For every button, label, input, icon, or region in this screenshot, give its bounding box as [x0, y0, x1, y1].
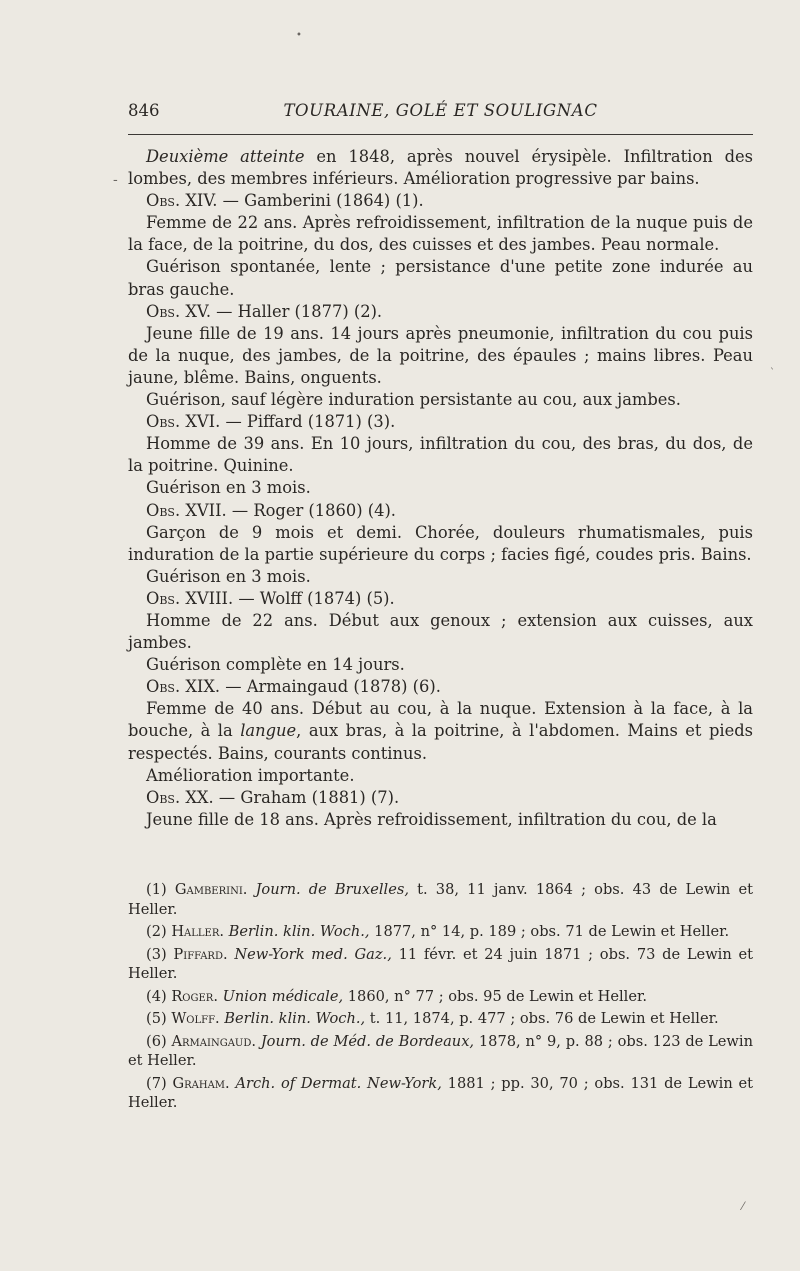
footnote: (6) Armaingaud. Journ. de Méd. de Bordeaux, 1878, n° 9, p. 88 ; obs. 123 de Lewin et Heller. — [128, 1032, 753, 1069]
header-rule — [128, 134, 753, 135]
running-head: TOURAINE, GOLÉ ET SOULIGNAC — [283, 101, 598, 120]
paragraph: Femme de 40 ans. Début au cou, à la nuque. Extension à la face, à la bouche, à la langue, aux bras, à la poitrine, à l'abdomen. Mains et pieds respectés. Bains, courants continus. — [128, 699, 753, 763]
print-speck: • — [296, 30, 302, 41]
paragraph: Garçon de 9 mois et demi. Chorée, douleurs rhumatismales, puis induration de la partie supérieure du corps ; facies figé, coudes pris. Bains. — [128, 522, 753, 564]
paragraph: Deuxième atteinte en 1848, après nouvel érysipèle. Infiltration des lombes, des membres inférieurs. Amélioration progressive par bains. — [128, 147, 753, 189]
italic-word: langue — [240, 721, 297, 741]
paragraph: Guérison, sauf légère induration persistante au cou, aux jambes. — [146, 390, 681, 410]
paragraph: Homme de 22 ans. Début aux genoux ; extension aux cuisses, aux jambes. — [128, 610, 753, 653]
observation-heading: Obs. XIX. — Armaingaud (1878) (6). — [146, 677, 441, 697]
margin-dash-mark: - — [113, 172, 118, 188]
paragraph: Jeune fille de 18 ans. Après refroidissement, infiltration du cou, de la — [146, 809, 717, 829]
footnote: (7) Graham. Arch. of Dermat. New-York, 1881 ; pp. 30, 70 ; obs. 131 de Lewin et Heller. — [128, 1074, 753, 1111]
footnote: (3) Piffard. New-York med. Gaz., 11 févr. et 24 juin 1871 ; obs. 73 de Lewin et Heller. — [128, 945, 753, 982]
page-header — [128, 101, 753, 125]
paragraph: Homme de 39 ans. En 10 jours, infiltration du cou, des bras, du dos, de la poitrine. Quinine. — [128, 434, 753, 476]
page-corner-mark: ⁄ — [742, 1200, 744, 1213]
footnotes — [128, 880, 753, 1116]
body-text — [128, 146, 753, 831]
paragraph: Guérison en 3 mois. — [146, 566, 311, 586]
paragraph: Jeune fille de 19 ans. 14 jours après pneumonie, infiltration du cou puis de la nuque, des jambes, de la poitrine, des épaules ; mains libres. Peau jaune, blême. Bains, onguents. — [128, 323, 753, 387]
footnote: (1) Gamberini. Journ. de Bruxelles, t. 38, 11 janv. 1864 ; obs. 43 de Lewin et Heller. — [128, 881, 753, 918]
paragraph: Amélioration importante. — [146, 765, 355, 785]
observation-heading: Obs. XIV. — Gamberini (1864) (1). — [146, 191, 424, 211]
observation-heading: Obs. XX. — Graham (1881) (7). — [146, 787, 400, 807]
footnote: (4) Roger. Union médicale, 1860, n° 77 ; obs. 95 de Lewin et Heller. — [146, 987, 647, 1005]
page-number: 846 — [128, 101, 160, 120]
observation-heading: Obs. XVI. — Piffard (1871) (3). — [146, 412, 396, 432]
paragraph: Guérison spontanée, lente ; persistance d'une petite zone indurée au bras gauche. — [128, 257, 753, 299]
observation-heading: Obs. XVII. — Roger (1860) (4). — [146, 500, 396, 520]
italic-phrase: Deuxième atteinte — [146, 147, 305, 166]
observation-heading: Obs. XV. — Haller (1877) (2). — [146, 301, 383, 321]
paragraph: Guérison complète en 14 jours. — [146, 655, 405, 675]
footnote: (5) Wolff. Berlin. klin. Woch., t. 11, 1874, p. 477 ; obs. 76 de Lewin et Heller. — [146, 1010, 719, 1027]
footnote: (2) Haller. Berlin. klin. Woch., 1877, n° 14, p. 189 ; obs. 71 de Lewin et Heller. — [146, 923, 730, 940]
paragraph: Guérison en 3 mois. — [146, 478, 311, 498]
margin-tick-mark: ` — [770, 368, 775, 379]
paragraph: Femme de 22 ans. Après refroidissement, infiltration de la nuque puis de la face, de la poitrine, du dos, des cuisses et des jambes. Peau normale. — [128, 213, 753, 255]
observation-heading: Obs. XVIII. — Wolff (1874) (5). — [146, 588, 395, 608]
